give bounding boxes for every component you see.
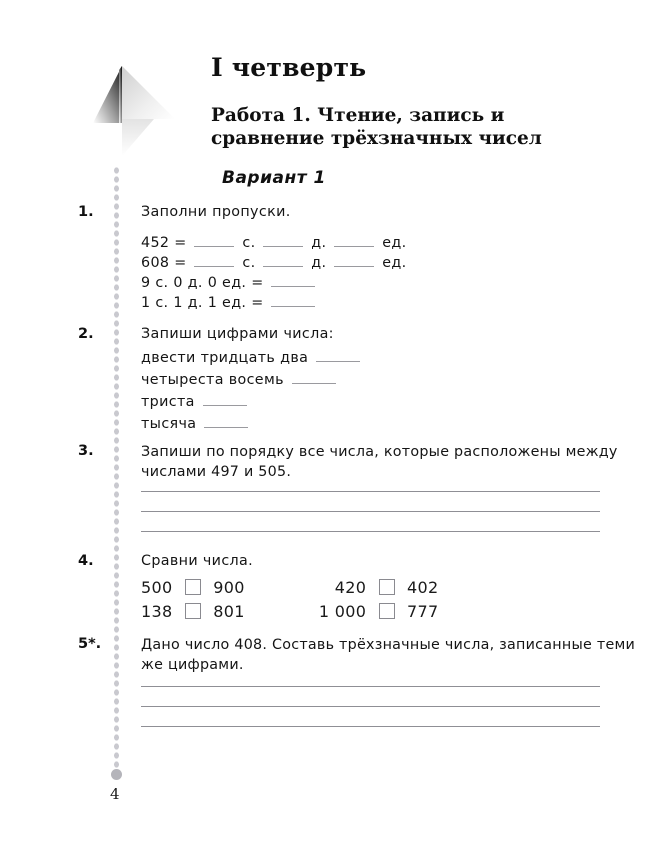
exercise-1-row-4-text: 1 с. 1 д. 1 ед. = bbox=[141, 295, 264, 311]
page-number: 4 bbox=[110, 785, 120, 803]
exercise-2-item-2 bbox=[141, 370, 339, 388]
exercise-1-row-1-unit-ones: ед. bbox=[382, 235, 407, 251]
exercise-4-row-2-right-box[interactable] bbox=[379, 603, 395, 619]
exercise-number-1: 1. bbox=[78, 204, 94, 220]
exercise-2-item-1-blank[interactable] bbox=[316, 348, 360, 362]
exercise-1-row-3 bbox=[141, 273, 318, 291]
exercise-3-answer-line-3[interactable] bbox=[141, 531, 600, 532]
exercise-4-row-1-left-a: 500 bbox=[141, 578, 173, 597]
exercise-2-item-2-text: четыреста восемь bbox=[141, 372, 284, 388]
dotted-rule-end-dot bbox=[111, 769, 122, 780]
exercise-number-2: 2. bbox=[78, 326, 94, 342]
arrow-diamond-mark bbox=[92, 66, 176, 158]
exercise-3-lead bbox=[141, 443, 650, 482]
exercise-4-comparison-row-1-left bbox=[141, 578, 245, 597]
exercise-5-answer-line-2[interactable] bbox=[141, 706, 600, 707]
exercise-5-answer-line-1[interactable] bbox=[141, 686, 600, 687]
exercise-4-row-2-left-b: 801 bbox=[213, 602, 245, 621]
exercise-1-lead-text: Заполни пропуски. bbox=[141, 204, 291, 220]
exercise-1-row-1 bbox=[141, 233, 407, 251]
quarter-title: I четверть bbox=[211, 53, 367, 82]
exercise-number-5: 5*. bbox=[78, 636, 102, 652]
exercise-4-row-1-right-b: 402 bbox=[407, 578, 439, 597]
exercise-4-row-1-left-box[interactable] bbox=[185, 579, 201, 595]
exercise-4-row-2-left-a: 138 bbox=[141, 602, 173, 621]
exercise-1-row-4 bbox=[141, 293, 318, 311]
exercise-1-row-3-text: 9 с. 0 д. 0 ед. = bbox=[141, 275, 264, 291]
exercise-1-lead bbox=[141, 204, 291, 220]
exercise-1-row-1-unit-tens: д. bbox=[311, 235, 327, 251]
work-title: Работа 1. Чтение, запись и сравнение трёхзначных чисел bbox=[211, 105, 542, 149]
exercise-1-row-2 bbox=[141, 253, 407, 271]
exercise-1-row-2-prefix: 608 = bbox=[141, 255, 187, 271]
exercise-1-row-1-blank-ones[interactable] bbox=[334, 233, 374, 247]
exercise-number-4: 4. bbox=[78, 553, 94, 569]
exercise-1-row-3-blank-answer[interactable] bbox=[271, 273, 315, 287]
exercise-2-item-4-blank[interactable] bbox=[204, 414, 248, 428]
exercise-4-lead bbox=[141, 553, 253, 569]
exercise-4-row-2-right-b: 777 bbox=[407, 602, 439, 621]
exercise-2-item-4 bbox=[141, 414, 251, 432]
exercise-1-row-1-prefix: 452 = bbox=[141, 235, 187, 251]
exercise-1-row-1-blank-hundreds[interactable] bbox=[194, 233, 234, 247]
exercise-4-comparison-row-2-left bbox=[141, 602, 245, 621]
exercise-1-row-1-blank-tens[interactable] bbox=[263, 233, 303, 247]
exercise-2-lead-text: Запиши цифрами числа: bbox=[141, 326, 334, 342]
exercise-4-row-1-right-a: 420 bbox=[334, 578, 367, 597]
exercise-2-item-3-blank[interactable] bbox=[203, 392, 247, 406]
exercise-1-row-2-unit-hundreds: с. bbox=[242, 255, 256, 271]
exercise-1-row-2-blank-ones[interactable] bbox=[334, 253, 374, 267]
exercise-5-answer-line-3[interactable] bbox=[141, 726, 600, 727]
exercise-4-lead-text: Сравни числа. bbox=[141, 553, 254, 569]
exercise-2-lead bbox=[141, 326, 334, 342]
exercise-3-answer-line-2[interactable] bbox=[141, 511, 600, 512]
exercise-2-item-2-blank[interactable] bbox=[292, 370, 336, 384]
exercise-1-row-2-unit-tens: д. bbox=[311, 255, 327, 271]
exercise-1-row-2-blank-hundreds[interactable] bbox=[194, 253, 234, 267]
exercise-4-row-1-right-box[interactable] bbox=[379, 579, 395, 595]
variant-label: Вариант 1 bbox=[222, 168, 326, 188]
exercise-4-comparison-row-1-right bbox=[299, 578, 459, 597]
exercise-5-lead bbox=[141, 636, 650, 675]
exercise-2-item-4-text: тысяча bbox=[141, 416, 197, 432]
exercise-2-item-1 bbox=[141, 348, 363, 366]
exercise-4-row-1-left-b: 900 bbox=[213, 578, 245, 597]
exercise-2-item-3 bbox=[141, 392, 250, 410]
exercise-5-lead-text: Дано число 408. Составь трёхзначные числа, записанные теми же цифрами. bbox=[141, 637, 636, 673]
exercise-4-comparison-row-2-right bbox=[299, 602, 459, 621]
exercise-3-answer-line-1[interactable] bbox=[141, 491, 600, 492]
dotted-vertical-rule bbox=[113, 166, 120, 770]
exercise-1-row-1-unit-hundreds: с. bbox=[242, 235, 256, 251]
exercise-1-row-4-blank-answer[interactable] bbox=[271, 293, 315, 307]
exercise-3-lead-text: Запиши по порядку все числа, которые расположены между числами 497 и 505. bbox=[141, 444, 618, 480]
exercise-1-row-2-blank-tens[interactable] bbox=[263, 253, 303, 267]
exercise-2-item-3-text: триста bbox=[141, 394, 195, 410]
exercise-number-3: 3. bbox=[78, 443, 94, 459]
exercise-1-row-2-unit-ones: ед. bbox=[382, 255, 407, 271]
exercise-2-item-1-text: двести тридцать два bbox=[141, 350, 309, 366]
exercise-4-row-2-left-box[interactable] bbox=[185, 603, 201, 619]
exercise-4-row-2-right-a: 1 000 bbox=[318, 602, 367, 621]
